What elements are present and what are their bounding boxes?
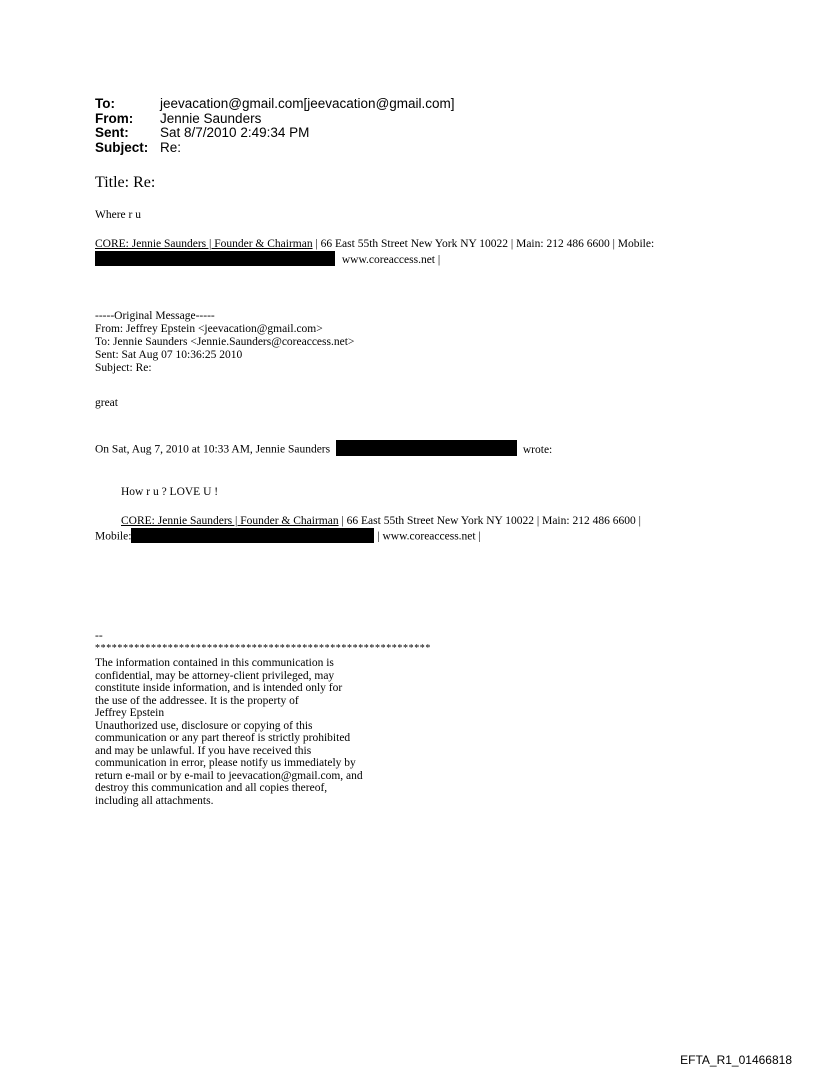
sent-value: Sat 8/7/2010 2:49:34 PM	[160, 125, 310, 140]
quote-website: | www.coreaccess.net |	[377, 530, 481, 543]
quote-intro-line	[95, 440, 552, 456]
document-id: EFTA_R1_01466818	[680, 1053, 792, 1067]
to-label: To:	[95, 96, 115, 111]
disclaimer-line: Unauthorized use, disclosure or copying of this	[95, 719, 313, 732]
disclaimer-line: Jeffrey Epstein	[95, 707, 165, 719]
sent-label: Sent:	[95, 125, 129, 140]
original-from: From: Jeffrey Epstein <jeevacation@gmail.com>	[95, 323, 323, 335]
original-separator: -----Original Message-----	[95, 310, 215, 322]
quote-signature-line	[121, 515, 641, 528]
disclaimer-stars: ************************************************************	[95, 643, 431, 654]
disclaimer-line: confidential, may be attorney-client privileged, may	[95, 669, 335, 682]
disclaimer-line: and may be unlawful. If you have received this	[95, 744, 312, 757]
quote-mobile-label: Mobile:	[95, 530, 132, 543]
to-value: jeevacation@gmail.com[jeevacation@gmail.com]	[160, 96, 455, 111]
disclaimer-line: destroy this communication and all copies thereof,	[95, 782, 328, 794]
email-title: Title: Re:	[95, 174, 156, 191]
disclaimer-line: communication in error, please notify us immediately by	[95, 757, 356, 769]
redaction-bar	[95, 251, 335, 266]
disclaimer-line: communication or any part thereof is strictly prohibited	[95, 732, 351, 744]
from-label: From:	[95, 110, 134, 126]
original-sent: Sent: Sat Aug 07 10:36:25 2010	[95, 349, 243, 361]
from-value: Jennie Saunders	[160, 110, 262, 126]
original-body: great	[95, 397, 118, 409]
quote-signature-line-2	[95, 528, 481, 543]
redaction-bar	[131, 528, 374, 543]
original-subject: Subject: Re:	[95, 362, 152, 374]
email-header	[95, 97, 455, 155]
disclaimer-line: the use of the addressee. It is the property of	[95, 694, 299, 707]
disclaimer-line: The information contained in this communication is	[95, 657, 334, 669]
quote-message: How r u ? LOVE U !	[121, 486, 219, 498]
disclaimer	[95, 657, 363, 807]
disclaimer-line: constitute inside information, and is intended only for	[95, 682, 343, 694]
subject-value: Re:	[160, 139, 182, 155]
signature-address: | 66 East 55th Street New York NY 10022 | Main: 212 486 6600 | Mobile:	[312, 238, 655, 250]
disclaimer-dash: --	[95, 630, 103, 642]
message-body: Where r u	[95, 209, 141, 221]
quote-wrote: wrote:	[522, 443, 553, 456]
disclaimer-line: including all attachments.	[95, 794, 214, 807]
quote-intro: On Sat, Aug 7, 2010 at 10:33 AM, Jennie Saunders	[95, 443, 331, 456]
core-link[interactable]: CORE: Jennie Saunders | Founder & Chairman	[95, 238, 313, 250]
subject-label: Subject:	[95, 139, 149, 155]
signature-line	[95, 238, 654, 251]
original-to: To: Jennie Saunders <Jennie.Saunders@coreaccess.net>	[95, 336, 355, 348]
disclaimer-line: return e-mail or by e-mail to jeevacation@gmail.com, and	[95, 769, 363, 782]
signature-line-2	[95, 251, 440, 266]
redaction-bar	[336, 440, 517, 456]
signature-website: www.coreaccess.net |	[341, 253, 441, 266]
quote-address: | 66 East 55th Street New York NY 10022 | Main: 212 486 6600 |	[338, 515, 641, 527]
quote-core-link[interactable]: CORE: Jennie Saunders | Founder & Chairman	[121, 515, 339, 527]
